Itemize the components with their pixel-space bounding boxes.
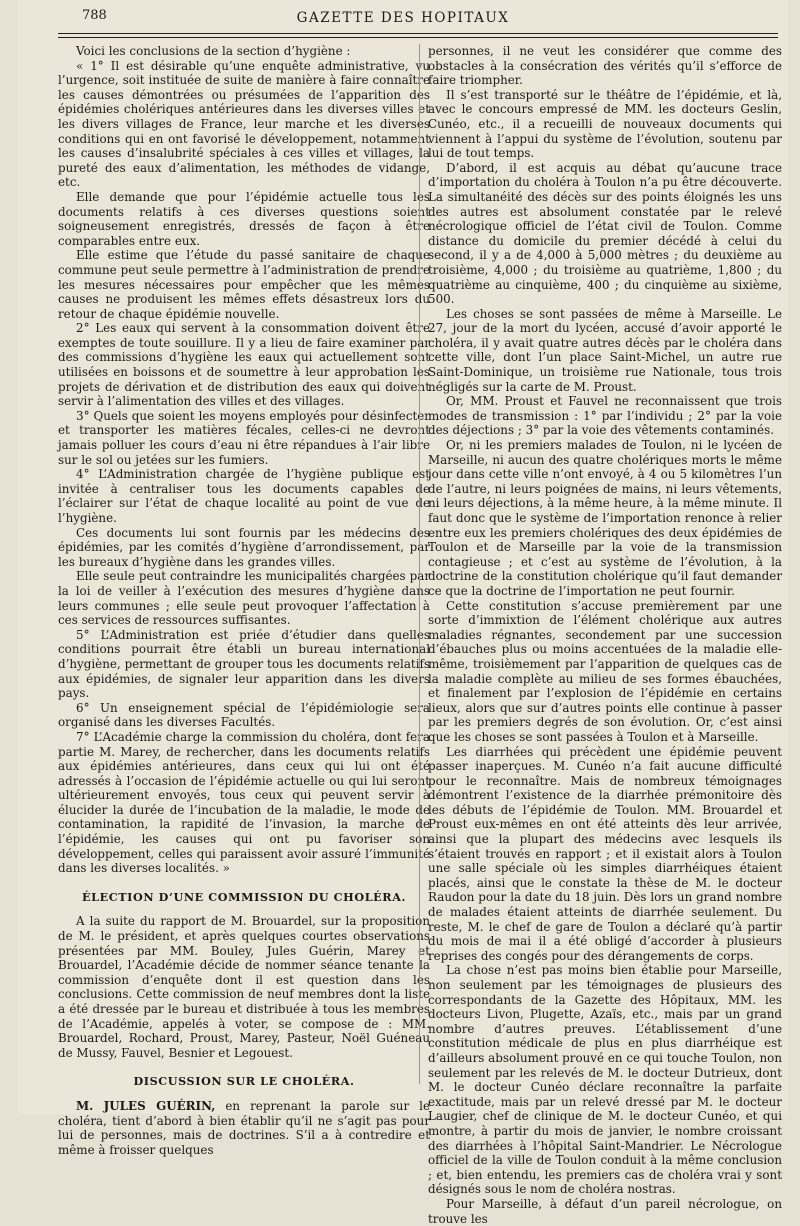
paragraph: 7° L’Académie charge la commission du choléra, dont fera partie M. Marey, de rechercher, dans les documents relatifs aux épidémies antérieures, dans ceux qui lui ont été adressés à l’occasion de l’épidémie actuelle ou qui lui seront ultérieurement envoyés, tous ceux qui peuvent servir à élucider la durée de l’incubation de la maladie, le mode de contamination, la rapidité de l’invasion, la marche de l’épidémie, les causes qui ont pu favoriser son développement, celles qui paraissent avoir assuré l’immunité dans les diverses localités. » <box>58 729 430 876</box>
paragraph: Elle seule peut contraindre les municipalités chargées par la loi de veiller à l’exécution des mesures d’hygiène dans leurs communes ; elle seule peut provoquer l’affectation à ces services de ressources suffisantes. <box>58 569 430 628</box>
paragraph: « 1° Il est désirable qu’une enquête administrative, vu l’urgence, soit instituée de suite de manière à faire connaître les causes démontrées ou présumées de l’apparition des épidémies cholériques antérieures dans les diverses villes et les divers villages de France, leur marche et les diverses conditions qui en ont favorisé le développement, notamment les causes d’insalubrité spéciales à ces villes et villages, la pureté des eaux d’alimentation, les méthodes de vidange, etc. <box>58 58 430 190</box>
paragraph: personnes, il ne veut les considérer que comme des obstacles à la consécration des vérités qu’il s’efforce de faire triompher. <box>428 44 782 88</box>
paragraph: 6° Un enseignement spécial de l’épidémiologie sera organisé dans les diverses Facultés. <box>58 700 430 730</box>
paragraph: Cette constitution s’accuse premièrement par une sorte d’immixtion de l’élément cholérique aux autres maladies régnantes, secondement par une succession d’ébauches plus ou moins accentuées de la maladie elle-même, troisièmement par l’apparition de quelques cas de la maladie complète au milieu de ses formes ébauchées, et finalement par l’explosion de l’épidémie en certains lieux, alors que sur d’autres points elle continue à passer par les premiers degrés de son évolution. Or, c’est ainsi que les choses se sont passées à Toulon et à Marseille. <box>428 598 782 744</box>
left-column <box>58 44 431 1157</box>
right-column <box>428 44 782 1226</box>
paragraph: 5° L’Administration est priée d’étudier dans quelles conditions pourrait être établi un bureau international d’hygiène, permettant de grouper tous les documents relatifs aux épidémies, de signaler leur apparition dans les divers pays. <box>58 627 430 701</box>
paragraph: Il s’est transporté sur le théâtre de l’épidémie, et là, avec le concours empressé de MM. les docteurs Geslin, Cunéo, etc., il a recueilli de nouveaux documents qui viennent à l’appui du système de l’évolution, soutenu par lui de tout temps. <box>428 87 782 161</box>
column-divider <box>419 44 420 1084</box>
newspaper-page <box>18 0 788 1226</box>
paragraph: Les diarrhées qui précèdent une épidémie peuvent passer inaperçues. M. Cunéo n’a fait aucune difficulté pour le reconnaître. Mais de nombreux témoignages démontrent l’existence de la diarrhée prémonitoire dès les débuts de l’épidémie de Toulon. MM. Brouardel et Proust eux-mêmes en ont été atteints dès leur arrivée, ainsi que la plupart des médecins avec lesquels ils s’étaient trouvés en rapport ; et il existait alors à Toulon une salle spéciale où les simples diarrhéiques étaient placés, ainsi que le constate la thèse de M. le docteur Raudon pour la date du 18 juin. Dès lors un grand nombre de malades étaient atteints de diarrhée seulement. Du reste, M. le chef de gare de Toulon a déclaré qu’à partir du mois de mai il a été obligé d’accorder à plusieurs reprises des congés pour des dérangements de corps. <box>428 744 782 963</box>
paragraph: Voici les conclusions de la section d’hygiène : <box>76 44 351 58</box>
paragraph: Pour Marseille, à défaut d’un pareil nécrologue, on trouve les <box>428 1196 782 1226</box>
paragraph: Elle estime que l’étude du passé sanitaire de chaque commune peut seule permettre à l’administration de prendre les mesures nécessaires pour empêcher que les mêmes causes ne produisent les mêmes effets désastreux lors du retour de chaque épidémie nouvelle. <box>58 248 430 321</box>
speaker-name: M. JULES GUÉRIN, <box>76 1098 216 1113</box>
paragraph: Elle demande que pour l’épidémie actuelle tous les documents relatifs à ces diverses questions soient soigneusement enregistrés, dressés de façon à être comparables entre eux. <box>58 189 430 248</box>
paragraph: Les choses se sont passées de même à Marseille. Le 27, jour de la mort du lycéen, accusé d’avoir apporté le choléra, il y avait quatre autres décès par le choléra dans cette ville, dont l’un place Saint-Michel, un autre rue Saint-Dominique, un troisième rue Nationale, tous trois négligés sur la carte de M. Proust. <box>428 306 782 394</box>
paragraph: 2° Les eaux qui servent à la consommation doivent être exemptes de toute souillure. Il y a lieu de faire examiner par des commissions d’hygiène les eaux qui actuellement sont utilisées en boissons et de soumettre à leur approbation les projets de dérivation et de distribution des eaux qui doivent servir à l’alimentation des villes et des villages. <box>58 321 430 409</box>
paragraph: Ces documents lui sont fournis par les médecins des épidémies, par les comités d’hygiène d’arrondissement, par les bureaux d’hygiène dans les grandes villes. <box>58 525 430 569</box>
paragraph: 3° Quels que soient les moyens employés pour désinfecter et transporter les matières fécales, celles-ci ne devront jamais polluer les cours d’eau ni être répandues à l’air libre sur le sol ou jetées sur les fumiers. <box>58 408 430 467</box>
section-heading: DISCUSSION SUR LE CHOLÉRA. <box>133 1074 355 1089</box>
page-number: 788 <box>82 8 107 23</box>
speaker-paragraph <box>58 1099 430 1157</box>
speaker-text: en reprenant la parole sur le choléra, tient d’abord à bien établir qu’il ne s’agit pas pour lui de personnes, mais de doctrines. S’il a à contredire et même à froisser quelques <box>58 1098 431 1157</box>
paragraph: Or, MM. Proust et Fauvel ne reconnaissent que trois modes de transmission : 1° par l’individu ; 2° par la voie des déjections ; 3° par la voie des vêtements contaminés. <box>428 394 782 438</box>
paragraph: Or, ni les premiers malades de Toulon, ni le lycéen de Marseille, ni aucun des quatre cholériques morts le même jour dans cette ville n’ont envoyé, à 4 ou 5 kilomètres l’un de l’autre, ni leurs poignées de mains, ni leurs vêtements, ni leurs déjections, à la même heure, à la même minute. Il faut donc que le système de l’importation renonce à relier entre eux les premiers cholériques des deux épidémies de Toulon et de Marseille par la voie de la transmission contagieuse ; et c’est au système de l’évolution, à la doctrine de la constitution cholérique qu’il faut demander ce que la doctrine de l’importation ne peut fournir. <box>428 438 782 598</box>
header-rule <box>58 33 778 34</box>
paragraph: 4° L’Administration chargée de l’hygiène publique est invitée à centraliser tous les documents capables de l’éclairer sur l’état de chaque localité au point de vue de l’hygiène. <box>58 467 430 525</box>
paragraph: D’abord, il est acquis au débat qu’aucune trace d’importation du choléra à Toulon n’a pu être découverte. La simultanéité des décès sur des points éloignés les uns des autres est absolument constatée par le relevé nécrologique officiel de l’état civil de Toulon. Comme distance du domicile du premier décédé à celui du second, il y a de 4,000 à 5,000 mètres ; du deuxième au troisième, 4,000 ; du troisième au quatrième, 1,800 ; du quatrième au cinquième, 400 ; du cinquième au sixième, 500. <box>428 160 782 307</box>
section-heading: ÉLECTION D’UNE COMMISSION DU CHOLÉRA. <box>82 889 406 904</box>
paragraph: La chose n’est pas moins bien établie pour Marseille, non seulement par les témoignages de plusieurs des correspondants de la Gazette des Hôpitaux, MM. les docteurs Livon, Plugette, Azaïs, etc., mais par un grand nombre d’autres preuves. L’établissement d’une constitution médicale de plus en plus diarrhéique est d’ailleurs absolument prouvé en ce qui touche Toulon, non seulement par les relevés de M. le docteur Dutrieux, dont M. le docteur Cunéo déclare reconnaître la parfaite exactitude, mais par un relevé dressé par M. le docteur Laugier, chef de clinique de M. le docteur Cunéo, et qui montre, à partir du mois de janvier, le nombre croissant des diarrhées à l’hôpital Saint-Mandrier. Le Nécrologue officiel de la ville de Toulon conduit à la même conclusion ; et, bien entendu, les premiers cas de choléra vrai y sont désignés sous le nom de choléra nostras. <box>428 963 782 1197</box>
paragraph: A la suite du rapport de M. Brouardel, sur la proposition de M. le président, et après quelques courtes observations présentées par MM. Bouley, Jules Guérin, Marey et Brouardel, l’Académie décide de nommer séance tenante la commission d’enquête dont il est question dans les conclusions. Cette commission de neuf membres dont la liste a été dressée par le bureau et distribuée à tous les membres de l’Académie, appelés à voter, se compose de : MM. Brouardel, Rochard, Proust, Marey, Pasteur, Noël Guéneau de Mussy, Fauvel, Besnier et Legouest. <box>58 914 430 1060</box>
header-rule-thin <box>58 37 778 38</box>
journal-title: GAZETTE DES HOPITAUX <box>296 10 510 26</box>
